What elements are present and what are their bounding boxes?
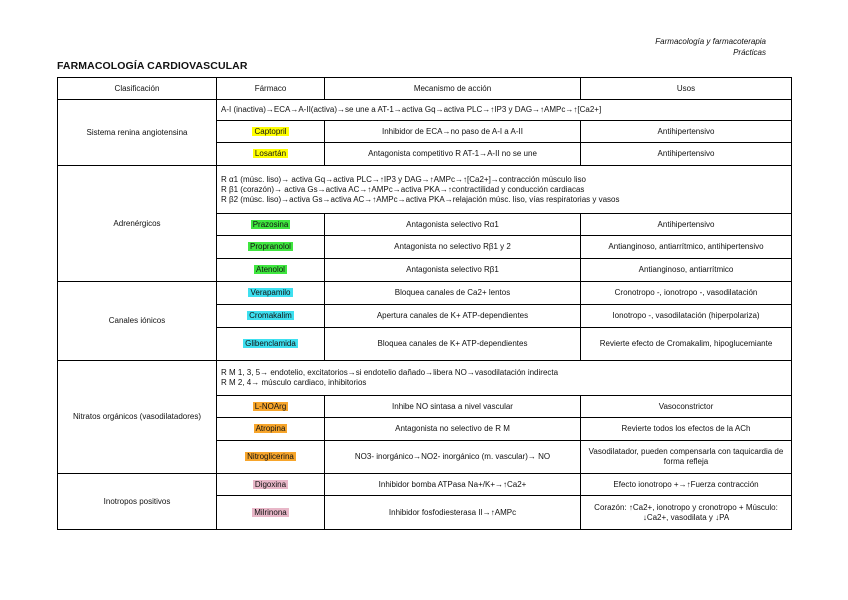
column-header-classification: Clasificación [58,78,217,100]
mechanism-cell: Antagonista no selectivo de R M [325,418,581,441]
drug-name: Atenolol [256,265,285,274]
drug-name: Nitroglicerina [247,452,294,461]
mechanism-cell: Antagonista no selectivo Rβ1 y 2 [325,236,581,259]
header-course: Farmacología y farmacoterapia [655,37,766,46]
mechanism-cell: Apertura canales de K+ ATP-dependientes [325,305,581,328]
uses-cell: Antihipertensivo [581,143,792,166]
table-header-row [58,78,792,100]
column-header-drug: Fármaco [217,78,325,100]
drug-cell [217,305,325,328]
drug-cell [217,496,325,530]
uses-cell: Antihipertensivo [581,121,792,143]
drug-name: Captopril [254,126,287,136]
classification-cell: Inotropos positivos [58,474,217,530]
drug-name: Atropina [255,424,286,433]
uses-cell: Cronotropo -, ionotropo -, vasodilatación [581,282,792,305]
mechanism-cell: Inhibidor bomba ATPasa Na+/K+→↑Ca2+ [325,474,581,496]
mechanism-cell: Inhibidor fosfodiesterasa II→↑AMPc [325,496,581,530]
uses-cell: Antianginoso, antiarrítmico [581,259,792,282]
drug-cell [217,328,325,361]
mechanism-cell: Bloquea canales de Ca2+ lentos [325,282,581,305]
table-row [58,100,792,121]
drug-cell [217,441,325,474]
drug-cell [217,282,325,305]
drug-cell [217,143,325,166]
mechanism-cell: Antagonista selectivo Rβ1 [325,259,581,282]
uses-cell: Vasoconstrictor [581,396,792,418]
drug-cell [217,418,325,441]
uses-cell: Revierte efecto de Cromakalim, hipoglucemiante [581,328,792,361]
drug-name: Propranolol [250,242,291,251]
page-title: FARMACOLOGÍA CARDIOVASCULAR [57,60,248,72]
table-row [58,282,792,305]
drug-name: Prazosina [252,219,289,229]
mechanism-line: R M 2, 4→ músculo cardiaco, inhibitorios [221,378,367,387]
drug-name: Glibenclamida [245,339,296,348]
uses-cell: Antianginoso, antiarrítmico, antihipertensivo [581,236,792,259]
drug-cell [217,474,325,496]
uses-cell: Antihipertensivo [581,214,792,236]
drug-cell [217,214,325,236]
header-section: Prácticas [733,48,766,57]
drug-name: Cromakalim [249,311,292,320]
uses-cell: Vasodilatador, pueden compensarla con taquicardia de forma refleja [581,441,792,474]
classification-cell: Canales iónicos [58,282,217,361]
drug-cell [217,259,325,282]
mechanism-cell: Antagonista competitivo R AT-1→A-II no se une [325,143,581,166]
column-header-mechanism: Mecanismo de acción [325,78,581,100]
mechanism-line: R α1 (músc. liso)→ activa Gq→activa PLC→↑IP3 y DAG→↑AMPc→↑[Ca2+]→contracción músculo liso [221,174,586,184]
group-mechanism-cell [217,166,792,214]
uses-cell: Corazón: ↑Ca2+, ionotropo y cronotropo + Músculo: ↓Ca2+, vasodilata y ↓PA [581,496,792,530]
mechanism-line: R β1 (corazón)→ activa Gs→activa AC→↑AMPc→activa PKA→↑contractilidad y conducción cardiacas [221,184,585,194]
uses-cell: Revierte todos los efectos de la ACh [581,418,792,441]
mechanism-line: R β2 (músc. liso)→activa Gs→activa AC→↑AMPc→activa PKA→relajación músc. liso, vías respiratorias y vasos [221,194,620,204]
mechanism-cell: Inhibidor de ECA→no paso de A-I a A-II [325,121,581,143]
table-row [58,166,792,214]
drug-name: Digoxina [254,479,287,489]
drug-name: Losartán [254,149,287,158]
mechanism-line: R M 1, 3, 5→ endotelio, excitatorios→si endotelio dañado→libera NO→vasodilatación indirecta [221,368,559,377]
mechanism-cell: Antagonista selectivo Rα1 [325,214,581,236]
group-mechanism-cell [217,361,792,396]
uses-cell: Efecto ionotropo +→↑Fuerza contracción [581,474,792,496]
classification-cell: Sistema renina angiotensina [58,100,217,166]
drug-cell [217,396,325,418]
uses-cell: Ionotropo -, vasodilatación (hiperpolariza) [581,305,792,328]
drug-name: Milrinona [254,507,287,517]
mechanism-cell: Inhibe NO sintasa a nivel vascular [325,396,581,418]
drug-cell [217,121,325,143]
pharmacology-table [57,77,792,530]
drug-name: Verapamilo [250,288,291,297]
table-row [58,361,792,396]
mechanism-cell: Bloquea canales de K+ ATP-dependientes [325,328,581,361]
document-header [655,36,766,58]
mechanism-cell: NO3- inorgánico→NO2- inorgánico (m. vascular)→ NO [325,441,581,474]
group-mechanism-cell [217,100,792,121]
classification-cell: Adrenérgicos [58,166,217,282]
column-header-uses: Usos [581,78,792,100]
drug-cell [217,236,325,259]
table-row [58,474,792,496]
classification-cell: Nitratos orgánicos (vasodilatadores) [58,361,217,474]
drug-name: L-NOArg [254,401,287,411]
mechanism-line: A-I (inactiva)→ECA→A-II(activa)→se une a AT-1→activa Gq→activa PLC→↑IP3 y DAG→↑AMPc→↑[Ca2+] [221,105,602,114]
